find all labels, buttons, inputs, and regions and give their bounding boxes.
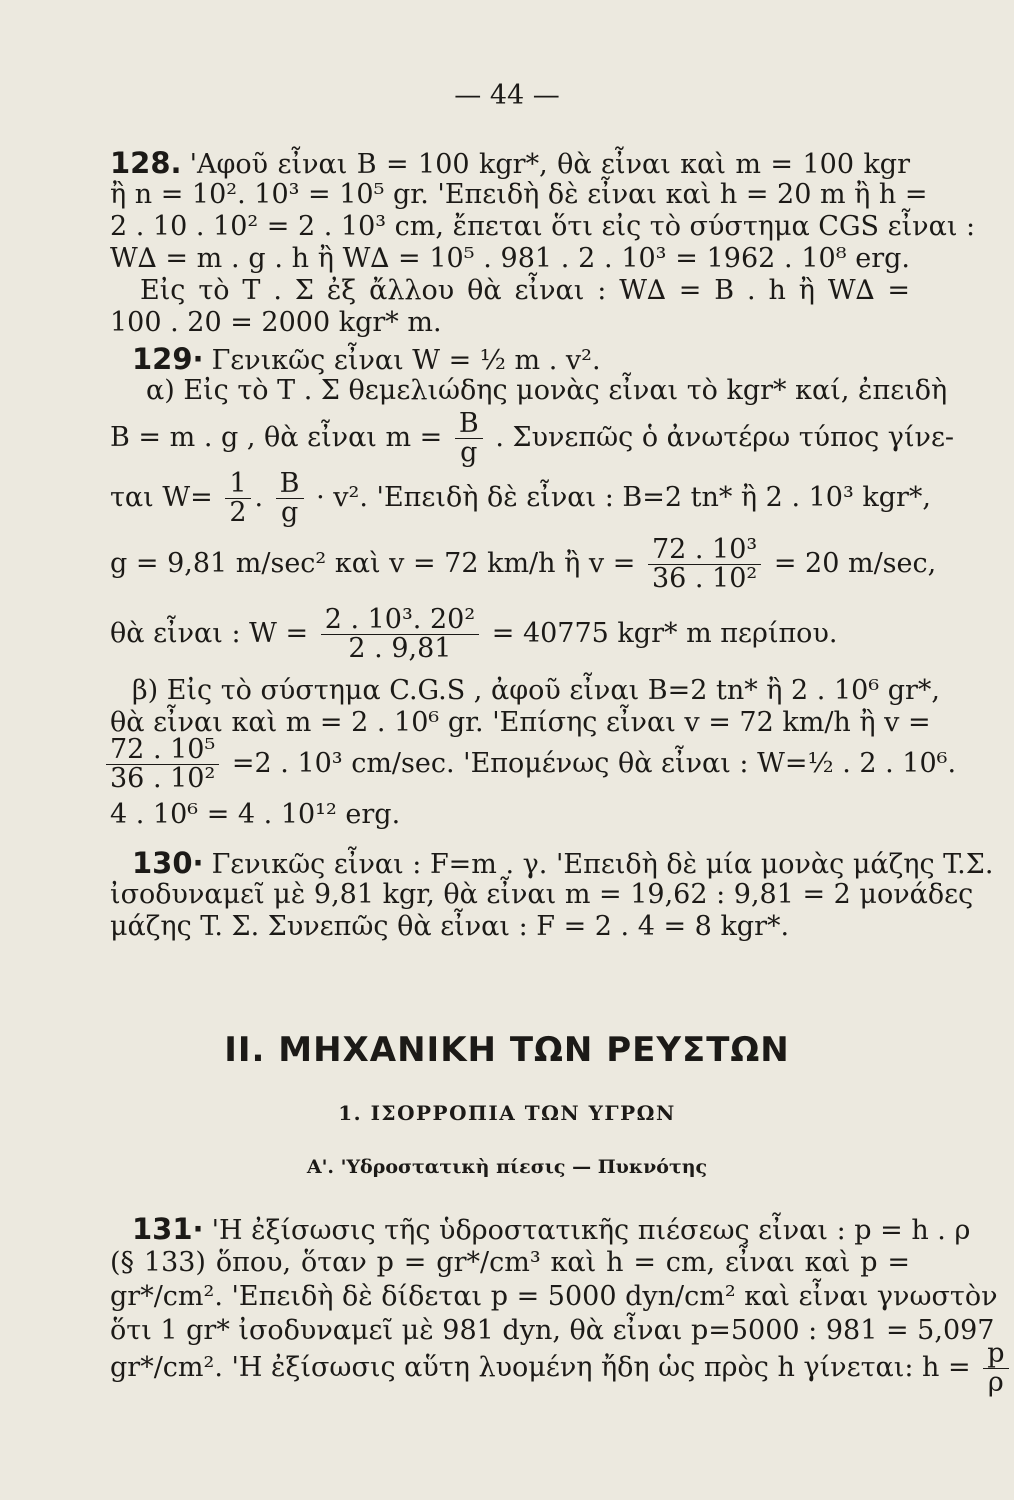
fraction-denominator: ρ <box>987 1367 1004 1398</box>
problem-130-line-1 <box>132 846 994 880</box>
fraction-numerator: 2 . 10³. 20² <box>321 606 479 635</box>
problem-128-line-2: ἢ n = 10². 10³ = 10⁵ gr. 'Επειδὴ δὲ εἶναι καὶ h = 20 m ἢ h = <box>110 179 928 210</box>
problem-131-line-4: ὅτι 1 gr* ἰσοδυναμεῖ μὲ 981 dyn, θὰ εἶναι p=5000 : 981 = 5,097 <box>110 1315 995 1346</box>
problem-number-128: 128. <box>110 146 182 180</box>
problem-129-text-5b: = 20 m/sec, <box>773 548 937 579</box>
problem-129-line-3 <box>110 408 955 468</box>
problem-130-text-1: Γενικῶς εἶναι : F=m . γ. 'Επειδὴ δὲ μία μονὰς μάζης T.Σ. <box>211 849 994 880</box>
fraction-velocity-cgs <box>106 736 219 793</box>
problem-129-line-4: ται W= $\frac{1}{2}$ . $\frac{B}{g}$ · v². 'Επειδὴ δὲ εἶναι : B=2 tn* ἢ 2 . 10³ kgr*, <box>110 468 932 528</box>
problem-129-text-3b: . Συνεπῶς ὁ ἀνωτέρω τύπος γίνε- <box>495 422 955 453</box>
problem-131-line-3: gr*/cm². 'Επειδὴ δὲ δίδεται p = 5000 dyn/cm² καὶ εἶναι γνωστὸν <box>110 1281 998 1312</box>
fraction-numerator: 72 . 10³ <box>648 536 761 565</box>
fraction-denominator: g <box>460 437 478 468</box>
fraction-denominator: 2 <box>229 497 247 528</box>
problem-129-text-5a: g = 9,81 m/sec² καὶ v = 72 km/h ἢ v = <box>110 548 636 579</box>
problem-128-line-6: 100 . 20 = 2000 kgr* m. <box>110 307 442 338</box>
fraction-numerator: 72 . 10⁵ <box>106 736 219 765</box>
fraction-numerator: 1 <box>225 470 250 499</box>
fraction-numerator: B <box>276 470 304 499</box>
fraction-denominator: 36 . 10² <box>110 763 216 794</box>
fraction-numerator: p <box>983 1340 1008 1369</box>
fraction-energy <box>321 606 479 663</box>
problem-131-line-5 <box>110 1338 1005 1398</box>
problem-129-line-9 <box>106 734 957 794</box>
section-heading: 1. ΙΣΟΡΡΟΠΙΑ ΤΩΝ ΥΓΡΩΝ <box>338 1101 676 1125</box>
fraction-denominator: 2 . 9,81 <box>348 633 452 664</box>
problem-129-text-4a: ται W= <box>110 482 213 513</box>
problem-129-line-7: β) Εἰς τὸ σύστημα C.G.S , ἀφοῦ εἶναι B=2 tn* ἢ 2 . 10⁶ gr*, <box>132 675 941 706</box>
problem-129-line-10: 4 . 10⁶ = 4 . 10¹² erg. <box>110 799 401 830</box>
subsection-heading: Α'. 'Υδροστατικὴ πίεσις — Πυκνότης <box>306 1156 708 1178</box>
problem-129-text-4b: · v². 'Επειδὴ δὲ εἶναι : B=2 tn* ἢ 2 . 10³ kgr*, <box>316 482 932 513</box>
problem-129-line-6 <box>110 606 910 663</box>
problem-number-131: 131· <box>132 1212 204 1246</box>
fraction-velocity <box>648 536 761 593</box>
problem-129-text-6a: θὰ εἶναι : W = <box>110 618 309 649</box>
problem-129-line-8: θὰ εἶναι καὶ m = 2 . 10⁶ gr. 'Επίσης εἶναι v = 72 km/h ἢ v = <box>110 707 931 738</box>
problem-129-line-2: α) Εἰς τὸ T . Σ θεμελιώδης μονὰς εἶναι τὸ kgr* καί, ἐπειδὴ <box>146 375 948 406</box>
fraction-denominator: 36 . 10² <box>651 563 758 594</box>
problem-129-text-1: Γενικῶς εἶναι W = ½ m . v². <box>211 345 601 376</box>
problem-129-line-1 <box>132 344 932 376</box>
problem-129-text-3a: B = m . g , θὰ εἶναι m = <box>110 422 443 453</box>
fraction-b-over-g <box>455 410 483 467</box>
problem-130-line-3: μάζης T. Σ. Συνεπῶς θὰ εἶναι : F = 2 . 4 = 8 kgr*. <box>110 911 790 942</box>
fraction-denominator: g <box>280 497 299 528</box>
problem-131-text-1: 'Η ἐξίσωσις τῆς ὑδροστατικῆς πιέσεως εἶναι : p = h . ρ <box>211 1215 971 1246</box>
fraction-one-half <box>225 470 250 527</box>
page-number: — 44 — <box>454 80 560 111</box>
fraction-numerator: B <box>455 410 483 439</box>
problem-129-line-5 <box>110 534 937 594</box>
problem-128-line-4: W∆ = m . g . h ἢ W∆ = 10⁵ . 981 . 2 . 10³ = 1962 . 10⁸ erg. <box>110 243 910 274</box>
problem-128-line-3: 2 . 10 . 10² = 2 . 10³ cm, ἔπεται ὅτι εἰς τὸ σύστημα CGS εἶναι : <box>110 211 976 242</box>
chapter-heading: II. ΜΗΧΑΝΙΚΗ ΤΩΝ ΡΕΥΣΤΩΝ <box>224 1030 790 1070</box>
problem-129-text-9b: =2 . 10³ cm/sec. 'Επομένως θὰ εἶναι : W=½ . 2 . 10⁶. <box>231 748 957 779</box>
problem-128-line-5: Εἰς τὸ T . Σ ἐξ ἄλλου θὰ εἶναι : W∆ = B . h ἢ W∆ = <box>140 275 910 306</box>
problem-130-line-2: ἰσοδυναμεῖ μὲ 9,81 kgr, θὰ εἶναι m = 19,62 : 9,81 = 2 μονάδες <box>110 879 974 910</box>
problem-129-text-6b: = 40775 kgr* m περίπου. <box>491 618 838 649</box>
problem-131-line-1 <box>132 1212 971 1246</box>
problem-number-130: 130· <box>132 846 204 880</box>
fraction-p-over-rho <box>983 1340 1008 1397</box>
problem-128-text-1: 'Αφοῦ εἶναι B = 100 kgr*, θὰ εἶναι καὶ m = 100 kgr <box>189 149 910 180</box>
problem-number-129: 129· <box>132 342 204 376</box>
problem-128-line-1 <box>110 148 910 180</box>
problem-131-text-5a: gr*/cm². 'Η ἐξίσωσις αὕτη λυομένη ἤδη ὡς πρὸς h γίνεται: h = <box>110 1352 971 1383</box>
fraction-b-over-g-2 <box>276 470 304 527</box>
problem-131-line-2: (§ 133) ὅπου, ὅταν p = gr*/cm³ καὶ h = cm, εἶναι καὶ p = <box>110 1247 910 1278</box>
